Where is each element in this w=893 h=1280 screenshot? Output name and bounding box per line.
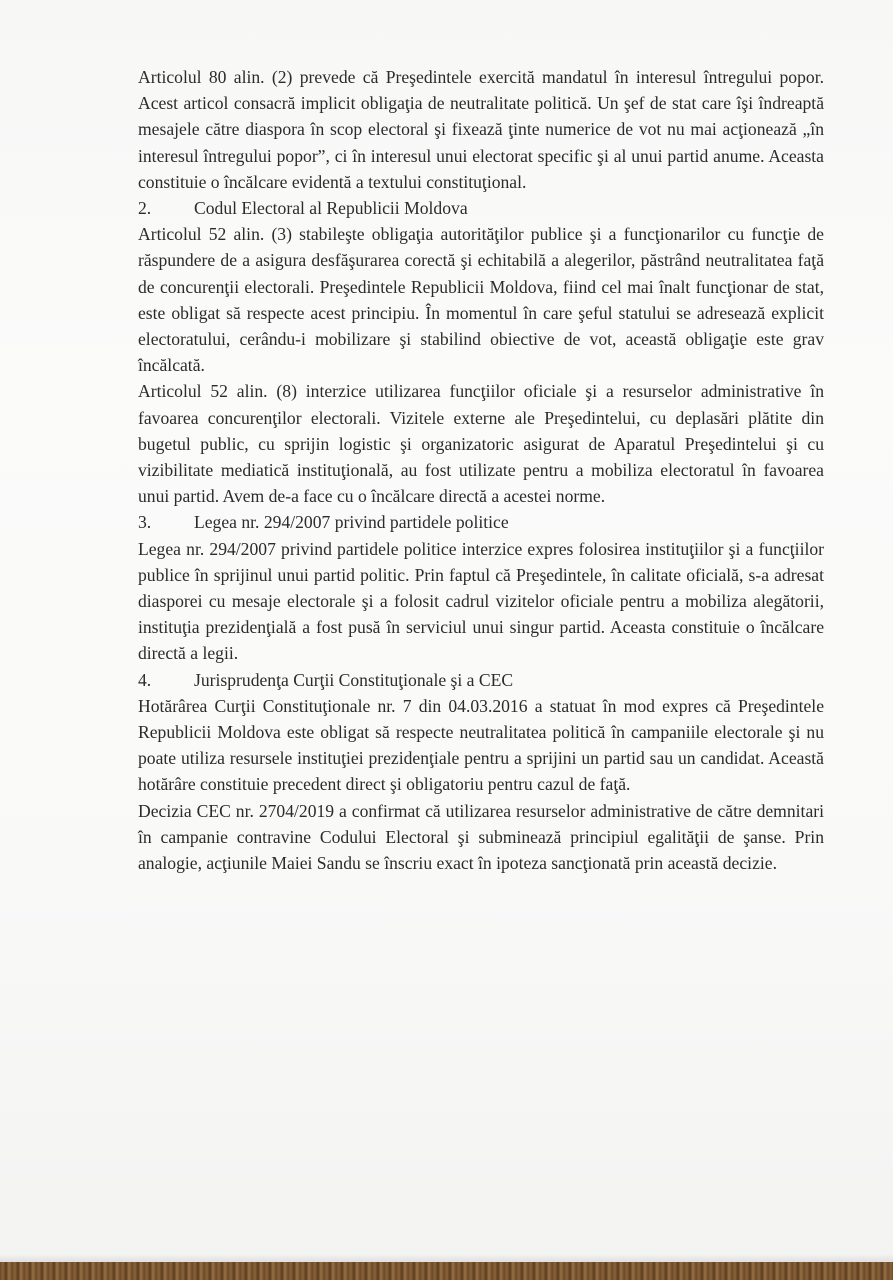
- section-number: 3.: [138, 512, 152, 533]
- paragraph-law-294: Legea nr. 294/2007 privind partidele politice interzice expres folosirea instituţiilor şi a funcţiilor publice în sprijinul unui partid politic. Prin faptul că Preşedintele, în calitate oficială, s-a adresat diasporei cu mesaje electorale şi a folosit cadrul vizitelor oficiale pentru a mobiliza alegătorii, instituţia prezidenţială a fost pusă în serviciul unui singur partid. Aceasta constituie o încălcare directă a legii.: [138, 538, 824, 664]
- section-title: Legea nr. 294/2007 privind partidele politice: [194, 512, 509, 533]
- section-heading-2: [138, 195, 824, 221]
- section-number: 4.: [138, 669, 152, 690]
- paragraph-cec-decision: Decizia CEC nr. 2704/2019 a confirmat că utilizarea resurselor administrative de către demnitari în campanie contravine Codului Electoral şi subminează principiul egalităţii de şanse. Prin analogie, acţiunile Maiei Sandu se înscriu exact în ipoteza sancţionată prin această decizie.: [138, 800, 824, 874]
- section-title: Jurisprudenţa Curţii Constituţionale şi a CEC: [194, 669, 514, 690]
- paragraph-article-52-8: Articolul 52 alin. (8) interzice utilizarea funcţiilor oficiale şi a resurselor administrative în favoarea concurenţilor electorali. Vizitele externe ale Preşedintelui, cu deplasări plătite din bugetul public, cu sprijin logistic şi organizatoric asigurat de Aparatul Preşedintelui şi cu vizibilitate mediatică instituţională, au fost utilizate pentru a mobiliza electoratul în favoarea unui partid. Avem de-a face cu o încălcare directă a acestei norme.: [138, 381, 824, 507]
- section-title: Codul Electoral al Republicii Moldova: [194, 198, 468, 219]
- page-bottom-shadow: [0, 1254, 893, 1262]
- paragraph-article-80: Articolul 80 alin. (2) prevede că Preşedintele exercită mandatul în interesul întregului popor. Acest articol consacră implicit obligaţia de neutralitate politică. Un şef de stat care îşi îndreaptă mesajele către diaspora în scop electoral şi fixează ţinte numerice de vot nu mai acţionează „în interesul întregului popor”, ci în interesul unui electorat specific şi al unui partid anume. Aceasta constituie o încălcare evidentă a textului constituţional.: [138, 67, 824, 192]
- paragraph-article-52-3: Articolul 52 alin. (3) stabileşte obligaţia autorităţilor publice şi a funcţionarilor cu funcţie de răspundere de a asigura desfăşurarea corectă şi echitabilă a alegerilor, păstrând neutralitatea faţă de concurenţii electorali. Preşedintele Republicii Moldova, fiind cel mai înalt funcţionar de stat, este obligat să respecte acest principiu. În momentul în care şeful statului se adresează explicit electoratului, cerându-i mobilizare şi stabilind obiective de vot, această obligaţie este grav încălcată.: [138, 224, 824, 376]
- paragraph-court-decision: Hotărârea Curţii Constituţionale nr. 7 din 04.03.2016 a statuat în mod expres că Preşedintele Republicii Moldova este obligat să respecte neutralitatea politică în campaniile electorale şi nu poate utiliza resursele instituţiei prezidenţiale pentru a sprijini un partid sau un candidat. Această hotărâre constituie precedent direct şi obligatoriu pentru cazul de faţă.: [138, 695, 824, 795]
- section-heading-3: [138, 509, 824, 535]
- section-heading-4: [138, 667, 824, 693]
- section-number: 2.: [138, 198, 152, 219]
- document-text: [138, 64, 824, 876]
- table-surface: [0, 1262, 893, 1280]
